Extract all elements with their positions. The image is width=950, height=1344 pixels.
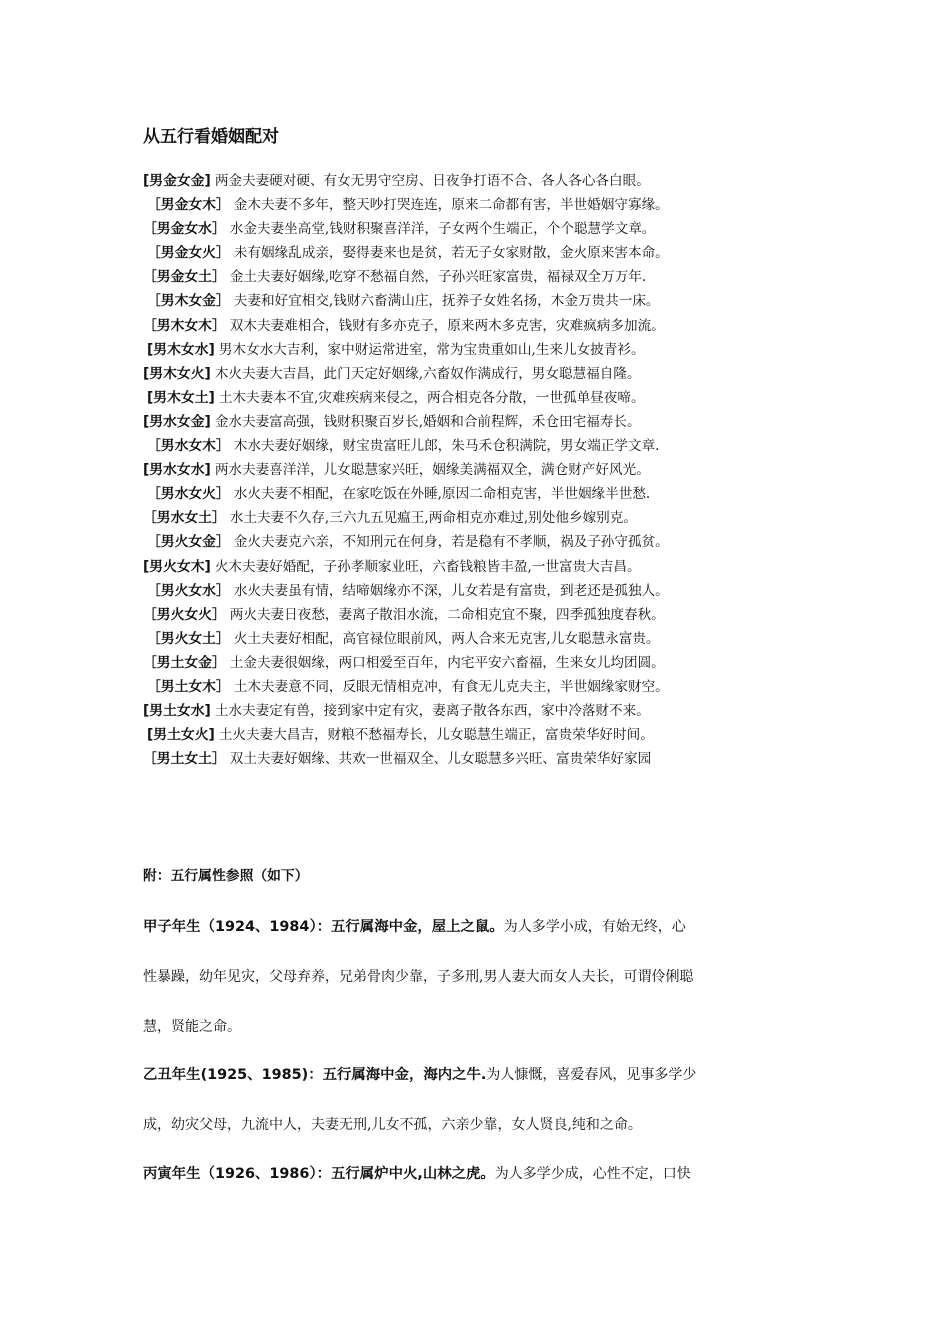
pairing-text: 两水夫妻喜洋洋，儿女聪慧家兴旺，姻缘美满福双全，满仓财产好风光。	[214, 462, 650, 479]
pairing-text: 木水夫妻好姻缘，财宝贵富旺儿郎，朱马禾仓积满院，男女端正学文章.	[233, 438, 660, 455]
pairing-text: 两火夫妻日夜愁，妻离子散泪水流，二命相克宜不聚，四季孤独度春秋。	[229, 606, 665, 623]
pairing-list	[0, 169, 950, 771]
pairing-row	[0, 627, 950, 651]
pairing-row	[0, 699, 950, 723]
pairing-text: 未有姻缘乱成亲，娶得妻来也是贫，若无子女家财散，金火原来害本命。	[233, 245, 669, 262]
pairing-text: 金土夫妻好姻缘,吃穿不愁福自然，子孙兴旺家富贵，福禄双全万万年.	[229, 269, 647, 286]
pairing-row	[0, 747, 950, 771]
pairing-text: 水土夫妻不久存,三六九五见瘟王,两命相克亦难过,别处他乡嫁别克。	[229, 510, 637, 527]
pairing-text: 金火夫妻克六亲，不知刑元在何身，若是稳有不孝顺，祸及子孙守孤贫。	[233, 534, 669, 551]
year-entry-text: 慧，贤能之命。	[143, 1019, 241, 1035]
pairing-tag: [男土女火]	[147, 727, 215, 744]
pairing-row	[0, 193, 950, 217]
year-entry-text: 性暴躁，幼年见灾，父母弃养，兄弟骨肉少靠，子多刑,男人妻大而女人夫长，可谓伶俐聪	[143, 969, 694, 985]
pairing-tag: ［男水女木］	[147, 438, 230, 455]
year-entry-text: 为人多学少成，心性不定，口快	[494, 1166, 691, 1182]
pairing-text: 木火夫妻大吉昌，此门天定好姻缘,六畜奴作满成行，男女聪慧福自隆。	[214, 365, 641, 382]
pairing-row	[0, 458, 950, 482]
pairing-row	[0, 265, 950, 289]
pairing-text: 土水夫妻定有兽，接到家中定有灾，妻离子散各东西，家中冷落财不来。	[214, 703, 650, 720]
pairing-tag: ［男金女木］	[147, 197, 230, 214]
pairing-row	[0, 338, 950, 362]
pairing-tag: [男水女金]	[143, 413, 211, 430]
year-entry-lead: 乙丑年生(1925、1985)：五行属海中金，海内之牛.	[143, 1067, 487, 1083]
pairing-text: 火土夫妻好相配，高官禄位眼前风，两人合来无克害,儿女聪慧永富贵。	[233, 630, 660, 647]
pairing-tag: [男水女水]	[143, 462, 211, 479]
pairing-row	[0, 410, 950, 434]
pairing-tag: ［男金女土］	[143, 269, 226, 286]
pairing-text: 水火夫妻不相配，在家吃饭在外睡,原因二命相克害，半世姻缘半世愁.	[233, 486, 651, 503]
pairing-tag: [男木女水]	[147, 341, 215, 358]
pairing-text: 水金夫妻坐高堂,钱财积聚喜洋洋，子女两个生端正，个个聪慧学文章。	[229, 221, 656, 238]
pairing-row	[0, 169, 950, 193]
year-entry-text: 为人慷慨，喜爱春风，见事多学少	[486, 1067, 697, 1083]
pairing-tag: ［男火女火］	[143, 606, 226, 623]
pairing-tag: ［男火女土］	[147, 630, 230, 647]
pairing-row	[0, 579, 950, 603]
pairing-text: 金木夫妻不多年，整天吵打哭连连，原来二命都有害，半世婚姻守寡缘。	[233, 197, 669, 214]
pairing-text: 土火夫妻大昌吉，财粮不愁福寿长，儿女聪慧生端正，富贵荣华好时间。	[218, 727, 654, 744]
pairing-text: 金水夫妻富高强，钱财积聚百岁长,婚姻和合前程辉，禾仓田宅福寿长。	[214, 413, 641, 430]
pairing-row	[0, 217, 950, 241]
pairing-tag: ［男水女火］	[147, 486, 230, 503]
pairing-tag: [男火女木]	[143, 558, 211, 575]
pairing-text: 水火夫妻虽有情，结啼姻缘亦不深，儿女若是有富贵，到老还是孤独人。	[233, 582, 669, 599]
pairing-text: 双土夫妻好姻缘、共欢一世福双全、儿女聪慧多兴旺、富贵荣华好家园	[229, 751, 652, 768]
pairing-row	[0, 723, 950, 747]
pairing-row	[0, 386, 950, 410]
pairing-tag: ［男火女水］	[147, 582, 230, 599]
pairing-tag: ［男水女土］	[143, 510, 226, 527]
pairing-row	[0, 482, 950, 506]
page-title: 从五行看婚姻配对	[143, 127, 279, 147]
pairing-text: 两金夫妻硬对硬、有女无男守空房、日夜争打语不合、各人各心各白眼。	[214, 173, 650, 189]
pairing-tag: ［男土女土］	[143, 751, 226, 768]
pairing-text: 土木夫妻本不宜,灾难疾病来侵之，两合相克各分散，一世孤单昼夜啼。	[218, 389, 645, 406]
pairing-tag: ［男金女火］	[147, 245, 230, 262]
pairing-row	[0, 603, 950, 627]
pairing-row	[0, 530, 950, 554]
pairing-tag: [男金女金]	[143, 173, 211, 189]
year-entry-text: 为人多学小成，有始无终，心	[503, 919, 686, 935]
pairing-tag: ［男火女金］	[147, 534, 230, 551]
year-entry-bingyin	[143, 1149, 813, 1199]
pairing-text: 夫妻和好宜相交,钱财六畜满山庄，抚养子女姓名扬，木金万贵共一床。	[233, 293, 660, 310]
pairing-row	[0, 675, 950, 699]
pairing-text: 土金夫妻很姻缘，两口相爱至百年，内宅平安六畜福，生来女儿均团圆。	[229, 654, 665, 671]
year-entry-lead: 丙寅年生（1926、1986）：五行属炉中火,山林之虎。	[143, 1166, 495, 1182]
pairing-row	[0, 241, 950, 265]
pairing-tag: [男木女火]	[143, 365, 211, 382]
appendix-title: 附：五行属性参照（如下）	[143, 868, 309, 884]
pairing-row	[0, 314, 950, 338]
pairing-text: 男木女水大吉利，家中财运常进室，常为宝贵重如山,生来儿女披青衫。	[218, 341, 645, 358]
year-entry-jiazi	[143, 902, 813, 1052]
pairing-tag: [男土女水]	[143, 703, 211, 720]
pairing-tag: [男木女土]	[147, 389, 215, 406]
pairing-row	[0, 289, 950, 313]
pairing-text: 火木夫妻好婚配，子孙孝顺家业旺，六畜钱粮皆丰盈,一世富贵大吉昌。	[214, 558, 641, 575]
pairing-tag: ［男土女木］	[147, 678, 230, 695]
pairing-tag: ［男木女金］	[147, 293, 230, 310]
year-entry-yichou	[143, 1050, 813, 1150]
pairing-tag: ［男木女木］	[143, 317, 226, 334]
pairing-row	[0, 555, 950, 579]
pairing-tag: ［男金女水］	[143, 221, 226, 238]
pairing-row	[0, 434, 950, 458]
pairing-text: 双木夫妻难相合，钱财有多亦克子，原来两木多克害，灾难疯病多加流。	[229, 317, 665, 334]
pairing-tag: ［男土女金］	[143, 654, 226, 671]
pairing-row	[0, 651, 950, 675]
year-entry-text: 成，幼灾父母，九流中人，夫妻无刑,儿女不孤，六亲少靠，女人贤良,纯和之命。	[143, 1117, 642, 1133]
pairing-row	[0, 506, 950, 530]
pairing-row	[0, 362, 950, 386]
year-entry-lead: 甲子年生（1924、1984）：五行属海中金，屋上之鼠。	[143, 919, 504, 935]
pairing-text: 土木夫妻意不同，反眼无情相克冲，有食无儿克夫主，半世姻缘家财空。	[233, 678, 669, 695]
